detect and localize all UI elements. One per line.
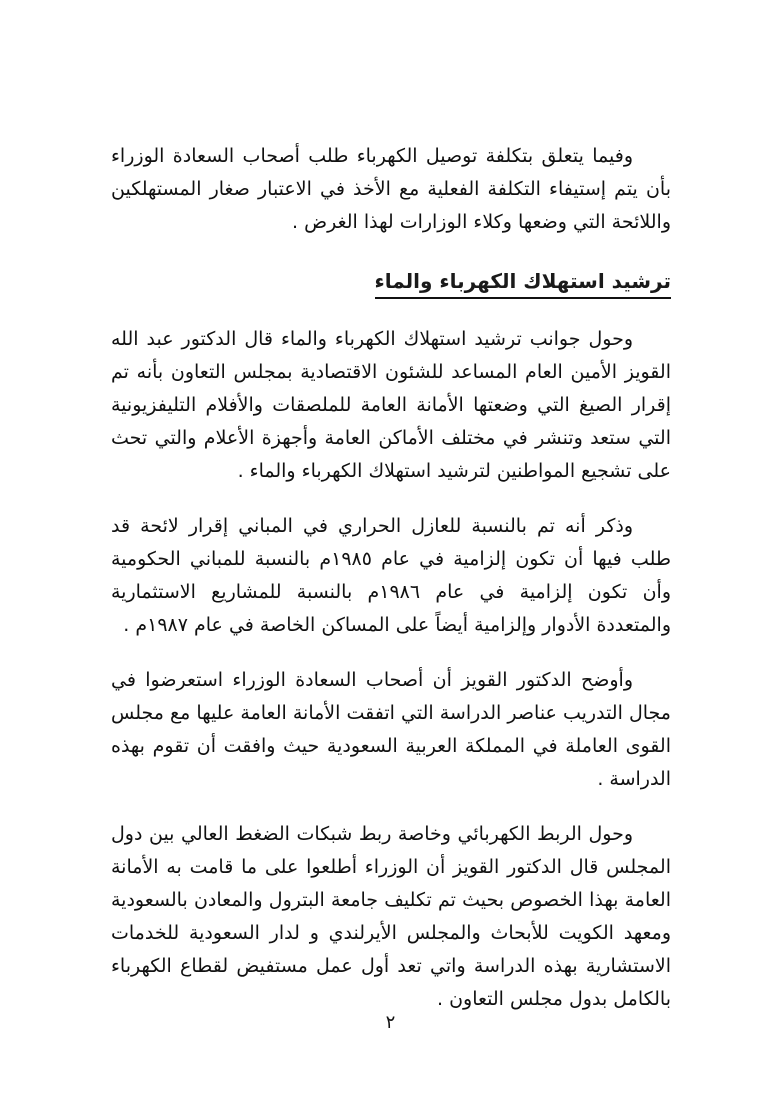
paragraph-rationing: وحول جوانب ترشيد استهلاك الكهرباء والماء قال الدكتور عبد الله القويز الأمين العام المساعد للشئون الاقتصادية بمجلس التعاون بأنه تم إقرار الصيغ التي وضعتها الأمانة العامة للملصقات والأفلام التليفزيونية التي ستعد وتنشر في مختلف الأماكن العامة وأجهزة الأعلام والتي تحث على تشجيع المواطنين لترشيد استهلاك الكهرباء والماء . xyxy=(111,328,671,482)
paragraph-grid: وحول الربط الكهربائي وخاصة ربط شبكات الضغط العالي بين دول المجلس قال الدكتور القويز أن الوزراء أطلعوا على ما قامت به الأمانة العامة بهذا الخصوص بحيث تم تكليف جامعة البترول والمعادن بالسعودية ومعهد الكويت للأبحاث والمجلس الأيرلندي و لدار السعودية للخدمات الاستشارية بهذه الدراسة واتي تعد أول عمل مستفيض لقطاع الكهرباء بالكامل بدول مجلس التعاون . xyxy=(111,823,671,1010)
section-heading xyxy=(111,269,671,299)
paragraph-training: وأوضح الدكتور القويز أن أصحاب السعادة الوزراء استعرضوا في مجال التدريب عناصر الدراسة التي اتفقت الأمانة العامة عليها مع مجلس القوى العاملة في المملكة العربية السعودية حيث وافقت أن تقوم بهذه الدراسة . xyxy=(111,669,671,790)
text-block xyxy=(111,140,671,1038)
paragraph-intro: وفيما يتعلق بتكلفة توصيل الكهرباء طلب أصحاب السعادة الوزراء بأن يتم إستيفاء التكلفة الفعلية مع الأخذ في الاعتبار صغار المستهلكين واللائحة التي وضعها وكلاء الوزارات لهذا الغرض . xyxy=(111,145,671,233)
page-number: ٢ xyxy=(385,1012,396,1033)
section-heading-text: ترشيد استهلاك الكهرباء والماء xyxy=(375,269,671,299)
paragraph-insulation: وذكر أنه تم بالنسبة للعازل الحراري في المباني إقرار لائحة قد طلب فيها أن تكون إلزامية في عام ١٩٨٥م بالنسبة للمباني الحكومية وأن تكون إلزامية في عام ١٩٨٦م بالنسبة للمشاريع الاستثمارية والمتعددة الأدوار وإلزامية أيضاً على المساكن الخاصة في عام ١٩٨٧م . xyxy=(111,515,671,636)
